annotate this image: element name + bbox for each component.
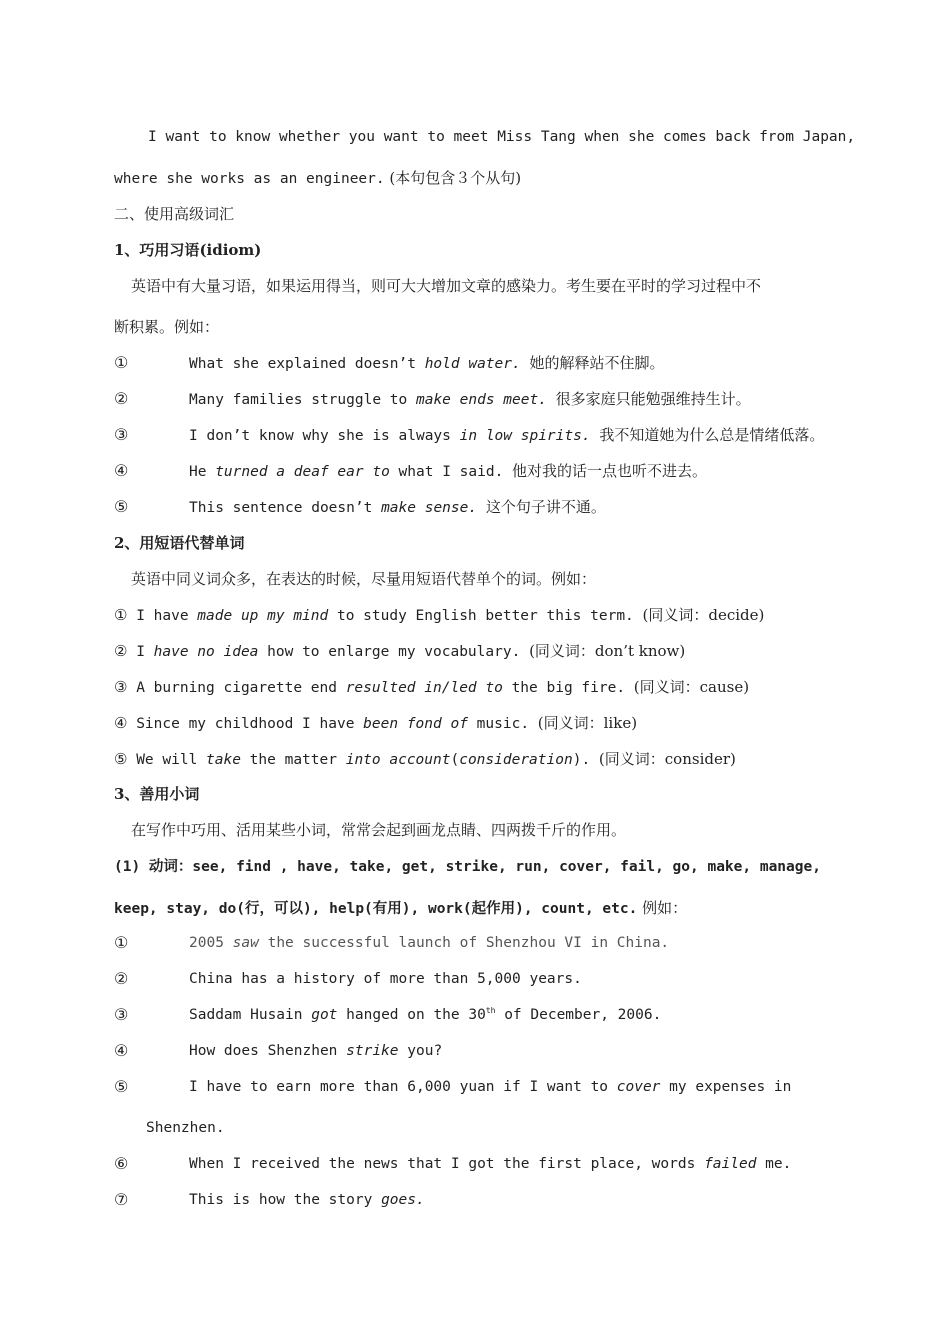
item-number: ③ xyxy=(114,1005,129,1024)
item-idiom: make ends meet. xyxy=(415,392,547,408)
item-post: music. xyxy=(467,716,530,732)
list-item xyxy=(0,353,950,373)
item-translation: 他对我的话一点也听不进去。 xyxy=(512,462,708,480)
list-item xyxy=(114,713,637,734)
list-item xyxy=(114,641,685,662)
item-number: ① xyxy=(114,606,128,624)
item-pre: I xyxy=(136,644,154,660)
item-post: the successful launch of Shenzhou VI in China. xyxy=(258,935,670,951)
intro-line-1 xyxy=(142,127,855,147)
list-item xyxy=(0,425,950,445)
list-item xyxy=(0,1077,950,1097)
item-synonym: (同义词：like) xyxy=(537,714,638,732)
item-number: ① xyxy=(114,353,129,372)
item-pre: This sentence doesn’t xyxy=(189,500,382,516)
item-phrase: take xyxy=(206,752,241,768)
item-pre: He xyxy=(189,464,216,480)
item-pre: What she explained doesn’t xyxy=(189,356,425,372)
item-text xyxy=(189,969,582,989)
item-phrase-3: consideration xyxy=(459,752,573,768)
item-translation: 她的解释站不住脚。 xyxy=(529,354,665,372)
list-item xyxy=(0,1005,950,1025)
item-post: what I said. xyxy=(389,464,504,480)
intro-text-1: I want to know whether you want to meet Miss Tang when she comes back from Japan, xyxy=(148,129,856,145)
verbs-example-label: 例如： xyxy=(642,899,688,917)
item-idiom: in low spirits. xyxy=(459,428,591,444)
item-pre: Saddam Husain xyxy=(189,1007,312,1023)
item-number: ④ xyxy=(114,714,128,732)
item-phrase-2: into account xyxy=(345,752,451,768)
item-word: cover xyxy=(616,1079,661,1095)
item-translation: 很多家庭只能勉强维持生计。 xyxy=(555,390,751,408)
item-post: to study English better this term. xyxy=(328,608,634,624)
intro-line-2 xyxy=(114,168,521,189)
item-pre: 2005 xyxy=(189,935,233,951)
item-post: you? xyxy=(398,1043,443,1059)
item-post: how to enlarge my vocabulary. xyxy=(258,644,521,660)
item-pre: I don’t know why she is always xyxy=(189,428,460,444)
item-pre: This is how the story xyxy=(189,1192,382,1208)
item-text xyxy=(189,353,664,374)
item-word: got xyxy=(311,1007,338,1023)
item-post: me. xyxy=(756,1156,792,1172)
item-number: ⑥ xyxy=(114,1154,129,1173)
item-translation: 我不知道她为什么总是情绪低落。 xyxy=(599,426,825,444)
verbs-line-1: (1) 动词：see, find , have, take, get, strike, run, cover, fail, go, make, manage, xyxy=(114,859,821,875)
item-synonym: (同义词：cause) xyxy=(633,678,750,696)
item-phrase: resulted in/led to xyxy=(345,680,503,696)
item-number: ⑤ xyxy=(114,497,129,516)
phrase-para: 英语中同义词众多，在表达的时候，尽量用短语代替单个的词。例如： xyxy=(131,570,597,588)
item-text xyxy=(189,933,669,953)
item-post: the big fire. xyxy=(502,680,626,696)
item-synonym: (同义词：don’t know) xyxy=(529,642,686,660)
item-phrase: been fond of xyxy=(363,716,468,732)
item-text xyxy=(189,1041,442,1061)
item-idiom: turned a deaf ear to xyxy=(215,464,390,480)
item-pre: I have xyxy=(136,608,198,624)
list-item xyxy=(114,677,749,698)
item-number: ③ xyxy=(114,425,129,444)
list-item xyxy=(0,1154,950,1174)
list-item xyxy=(0,933,950,953)
item-pre: I have to earn more than 6,000 yuan if I want to xyxy=(189,1079,617,1095)
item-continuation: Shenzhen. xyxy=(146,1120,225,1136)
list-item xyxy=(114,605,764,626)
item-pre: Many families struggle to xyxy=(189,392,416,408)
item-word: strike xyxy=(346,1043,399,1059)
item-pre: Since my childhood I have xyxy=(136,716,364,732)
idiom-para-2: 断积累。例如： xyxy=(114,318,220,336)
item-translation: 这个句子讲不通。 xyxy=(485,498,606,516)
item-number: ⑤ xyxy=(114,750,128,768)
item-post: hanged on the 30 xyxy=(337,1007,486,1023)
list-item xyxy=(0,497,950,517)
item-number: ① xyxy=(114,933,129,952)
item-number: ③ xyxy=(114,678,128,696)
list-item xyxy=(114,749,736,770)
ordinal-suffix: th xyxy=(485,1006,496,1016)
item-number: ⑤ xyxy=(114,1077,129,1096)
list-item xyxy=(0,1041,950,1061)
item-text xyxy=(189,1190,425,1210)
item-pre: We will xyxy=(136,752,207,768)
list-item xyxy=(0,969,950,989)
item-post-3: ). xyxy=(572,752,591,768)
item-text xyxy=(189,1077,791,1097)
item-post-2: ( xyxy=(450,752,460,768)
intro-note: (本句包含３个从句) xyxy=(389,169,522,187)
item-pre: How does Shenzhen xyxy=(189,1043,347,1059)
item-number: ② xyxy=(114,389,129,408)
item-text xyxy=(189,497,606,518)
idiom-heading: 1、巧用习语(idiom) xyxy=(114,241,262,259)
verbs-line-2 xyxy=(114,898,687,919)
list-item xyxy=(0,1190,950,1210)
item-number: ④ xyxy=(114,461,129,480)
item-text xyxy=(189,461,707,482)
idiom-para-1: 英语中有大量习语，如果运用得当，则可大大增加文章的感染力。考生要在平时的学习过程中不 xyxy=(131,277,762,295)
item-text xyxy=(189,1154,791,1174)
section-heading: 二、使用高级词汇 xyxy=(114,205,235,223)
item-text xyxy=(189,1005,661,1025)
intro-text-2: where she works as an engineer. xyxy=(114,171,385,187)
item-word: saw xyxy=(232,935,259,951)
item-phrase: have no idea xyxy=(153,644,259,660)
list-item xyxy=(0,389,950,409)
item-number: ② xyxy=(114,969,129,988)
item-text xyxy=(189,425,824,446)
item-number: ④ xyxy=(114,1041,129,1060)
item-word: failed xyxy=(704,1156,757,1172)
item-post-2: of December, 2006. xyxy=(495,1007,662,1023)
item-pre: A burning cigarette end xyxy=(136,680,346,696)
item-text xyxy=(189,389,751,410)
item-synonym: (同义词：consider) xyxy=(598,750,736,768)
item-post: my expenses in xyxy=(660,1079,792,1095)
item-idiom: hold water. xyxy=(424,356,521,372)
item-post: the matter xyxy=(240,752,346,768)
item-pre: When I received the news that I got the first place, words xyxy=(189,1156,705,1172)
item-pre: China has a history of more than 5,000 years. xyxy=(189,971,582,987)
item-word: goes. xyxy=(381,1192,425,1208)
item-number: ② xyxy=(114,642,128,660)
list-item xyxy=(0,461,950,481)
item-number: ⑦ xyxy=(114,1190,129,1209)
small-words-para: 在写作中巧用、活用某些小词，常常会起到画龙点睛、四两拨千斤的作用。 xyxy=(131,821,627,839)
item-phrase: made up my mind xyxy=(197,608,329,624)
item-idiom: make sense. xyxy=(381,500,478,516)
phrase-heading: 2、用短语代替单词 xyxy=(114,534,245,552)
item-synonym: (同义词：decide) xyxy=(642,606,765,624)
small-words-heading: 3、善用小词 xyxy=(114,785,200,803)
verbs-list: keep, stay, do(行，可以), help(有用), work(起作用), count, etc. xyxy=(114,901,638,917)
